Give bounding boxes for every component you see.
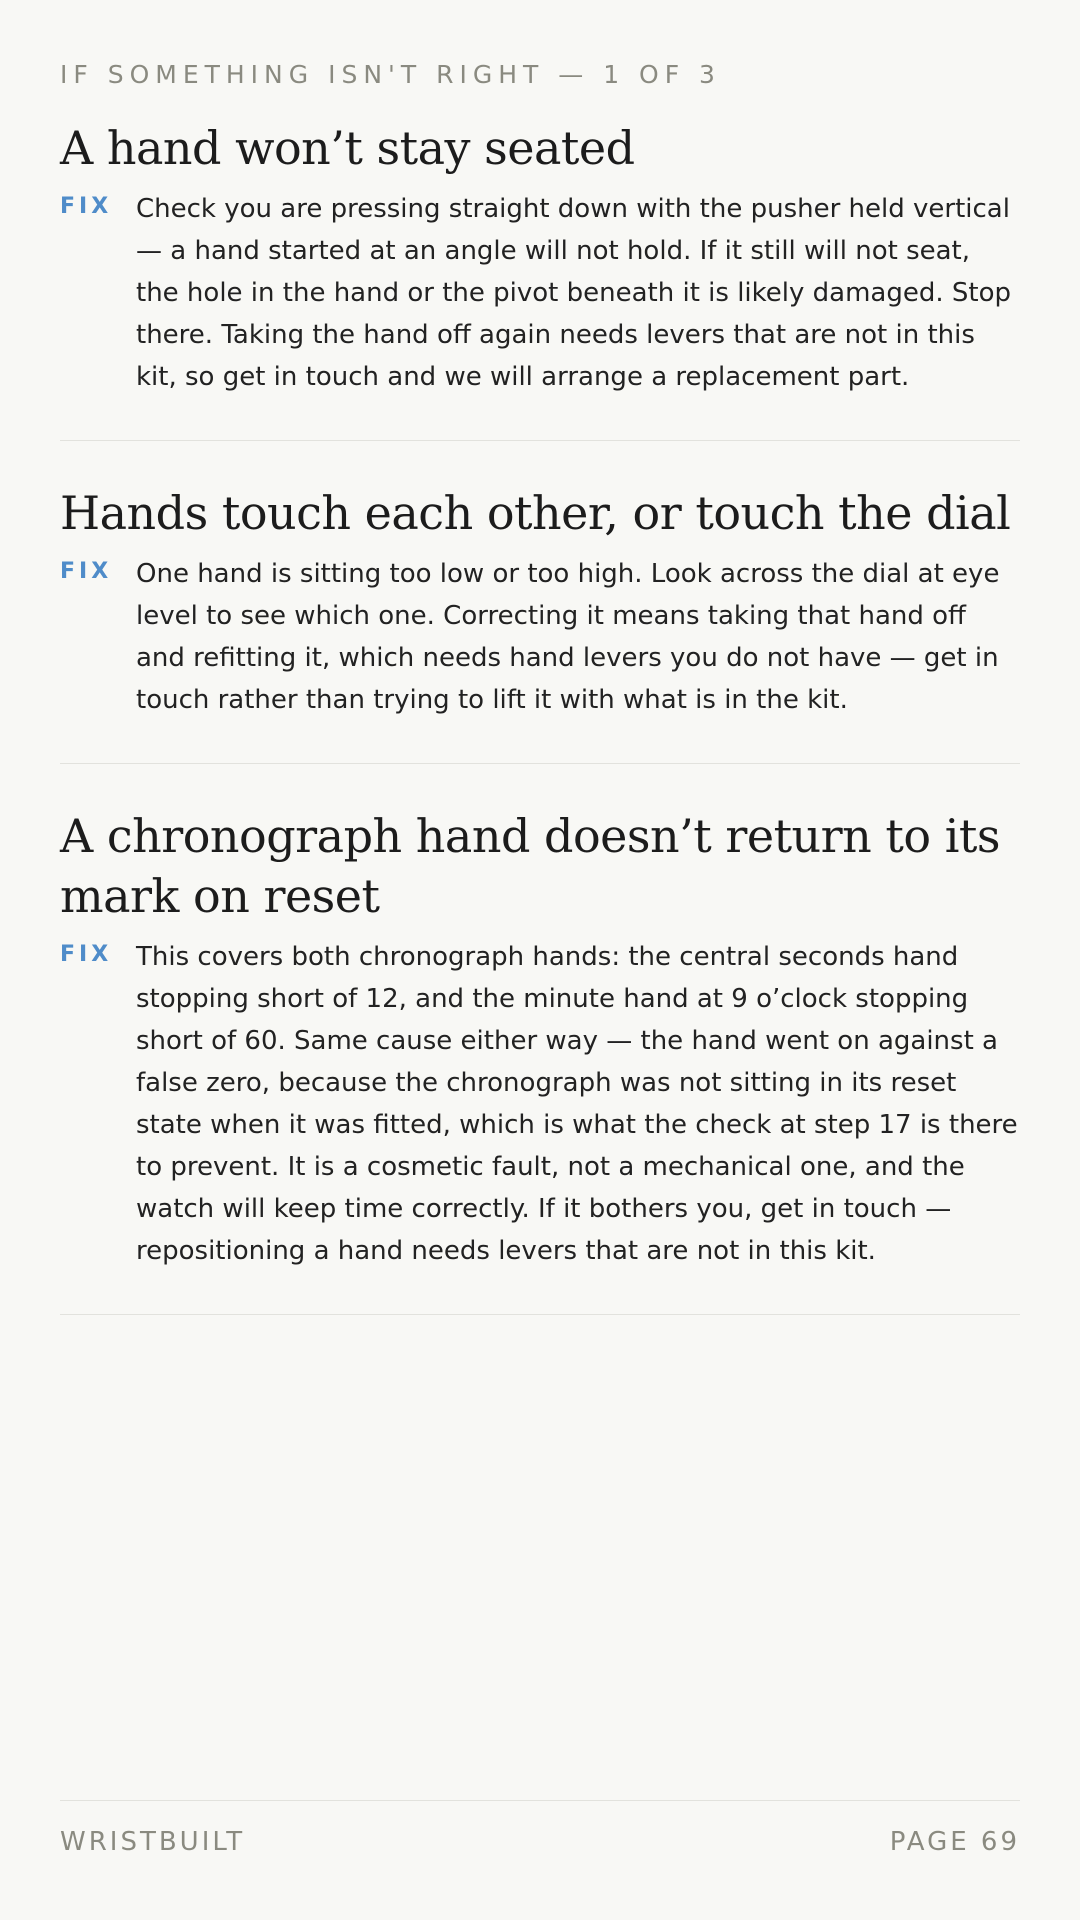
troubleshooting-entry — [60, 806, 1020, 1315]
section-label: IF SOMETHING ISN'T RIGHT — 1 OF 3 — [60, 60, 721, 89]
page-footer — [60, 1800, 1020, 1857]
page-number: PAGE 69 — [889, 1827, 1020, 1857]
entry-title: A hand won’t stay seated — [60, 121, 635, 175]
fix-label: FIX — [60, 942, 113, 967]
fix-row — [60, 936, 1020, 1272]
brand-name: WRISTBUILT — [60, 1827, 246, 1857]
troubleshooting-entry — [60, 483, 1020, 764]
fix-label: FIX — [60, 194, 113, 219]
fix-label: FIX — [60, 559, 113, 584]
fix-text: One hand is sitting too low or too high. Look across the dial at eye level to see which one. Correcting it means taking that hand off and refitting it, which needs hand levers you do not have — get in touch rather than trying to lift it with what is in the kit. — [136, 559, 1000, 715]
entry-title: A chronograph hand doesn’t return to its mark on reset — [60, 809, 1001, 923]
fix-row — [60, 188, 1020, 398]
entry-title: Hands touch each other, or touch the dial — [60, 486, 1011, 540]
manual-page — [60, 0, 1020, 1920]
troubleshooting-entry — [60, 118, 1020, 441]
fix-text: Check you are pressing straight down with the pusher held vertical — a hand started at an angle will not hold. If it still will not seat, the hole in the hand or the pivot beneath it is likely damaged. Stop there. Taking the hand off again needs levers that are not in this kit, so get in touch and we will arrange a replacement part. — [136, 194, 1011, 392]
troubleshooting-list — [60, 118, 1020, 1357]
fix-row — [60, 553, 1020, 721]
fix-text: This covers both chronograph hands: the central seconds hand stopping short of 12, and the minute hand at 9 o’clock stopping short of 60. Same cause either way — the hand went on against a false zero, because the chronograph was not sitting in its reset state when it was fitted, which is what the check at step 17 is there to prevent. It is a cosmetic fault, not a mechanical one, and the watch will keep time correctly. If it bothers you, get in touch — repositioning a hand needs levers that are not in this kit. — [136, 942, 1018, 1266]
